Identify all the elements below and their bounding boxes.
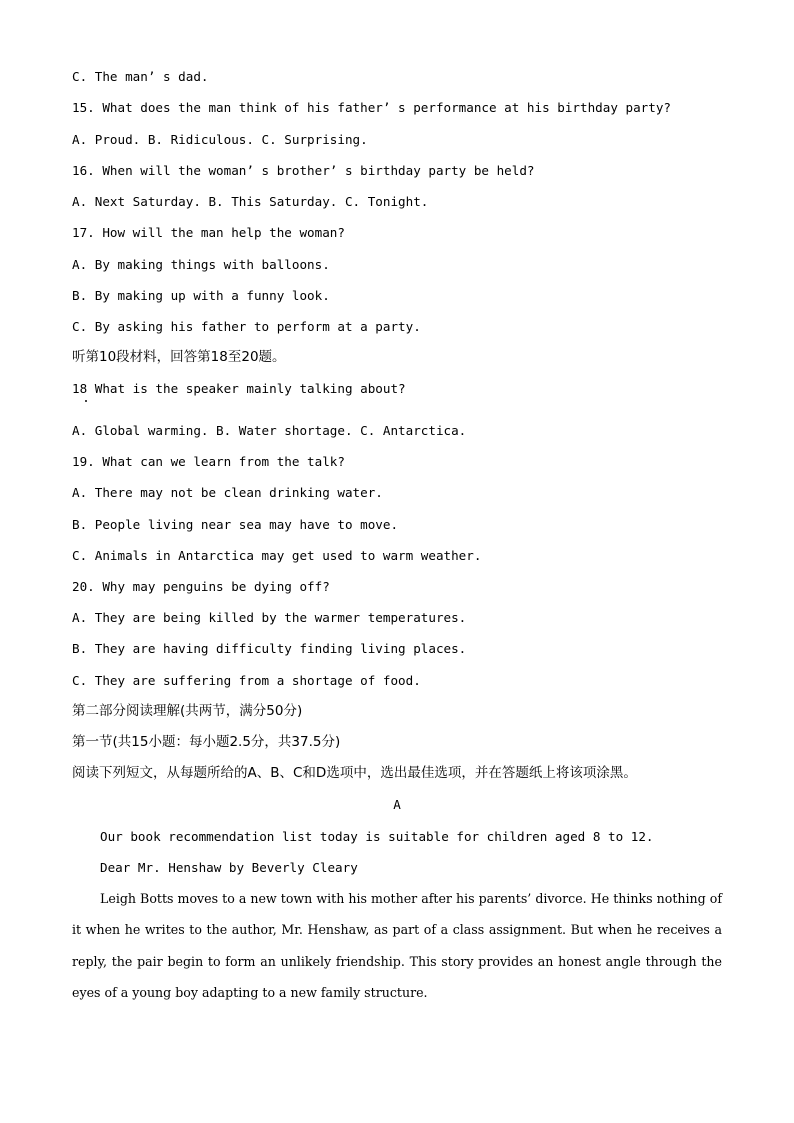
question-16: 16. When will the woman’ s brother’ s birthday party be held? <box>72 163 535 178</box>
question-15: 15. What does the man think of his father’ s performance at his birthday party? <box>72 100 671 115</box>
book-description: Leigh Botts moves to a new town with his mother after his parents’ divorce. He thinks nothing of it when he writes to the author, Mr. Henshaw, as part of a class assignment. But when he receives a reply, the pair begin to form an unlikely friendship. This story provides an honest angle through the eyes of a young boy adapting to a new family structure. <box>72 891 722 1000</box>
option-17a: A. By making things with balloons. <box>72 257 330 272</box>
reading-instructions: 阅读下列短文，从每题所给的A、B、C和D选项中，选出最佳选项，并在答题纸上将该项涂黑。 <box>72 765 637 781</box>
passage-intro: Our book recommendation list today is suitable for children aged 8 to 12. <box>100 829 654 844</box>
options-15: A. Proud. B. Ridiculous. C. Surprising. <box>72 132 368 147</box>
option-17b: B. By making up with a funny look. <box>72 288 330 303</box>
options-16: A. Next Saturday. B. This Saturday. C. Tonight. <box>72 194 429 209</box>
option-17c: C. By asking his father to perform at a party. <box>72 319 421 334</box>
section-one-heading: 第一节(共15小题：每小题2.5分，共37.5分) <box>72 734 341 750</box>
question-19: 19. What can we learn from the talk? <box>72 454 345 469</box>
stray-mark <box>85 400 87 402</box>
option-20a: A. They are being killed by the warmer temperatures. <box>72 610 467 625</box>
option-20c: C. They are suffering from a shortage of food. <box>72 673 421 688</box>
section-instruction: 听第10段材料，回答第18至20题。 <box>72 349 286 365</box>
option-19c: C. Animals in Antarctica may get used to warm weather. <box>72 548 482 563</box>
question-20: 20. Why may penguins be dying off? <box>72 579 330 594</box>
question-18: 18 What is the speaker mainly talking about? <box>72 381 406 396</box>
option-20b: B. They are having difficulty finding living places. <box>72 641 467 656</box>
options-18: A. Global warming. B. Water shortage. C. Antarctica. <box>72 423 467 438</box>
option-19a: A. There may not be clean drinking water. <box>72 485 383 500</box>
answer-option-line: C. The man’ s dad. <box>72 69 209 84</box>
part-two-heading: 第二部分阅读理解(共两节，满分50分) <box>72 703 303 719</box>
question-17: 17. How will the man help the woman? <box>72 225 345 240</box>
option-19b: B. People living near sea may have to move. <box>72 517 399 532</box>
passage-label: A <box>393 797 401 812</box>
book-title: Dear Mr. Henshaw by Beverly Cleary <box>100 860 358 875</box>
